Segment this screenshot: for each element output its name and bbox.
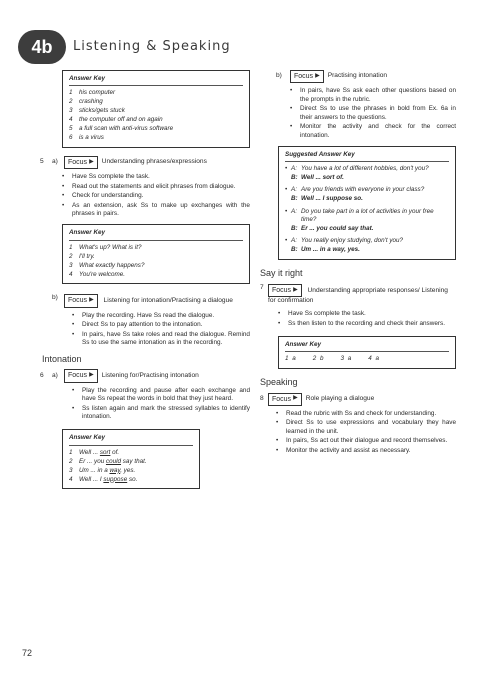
suggested-answer-title: Suggested Answer Key <box>285 151 449 162</box>
page-number: 72 <box>22 648 33 658</box>
instruction-item: • Direct Ss to pay attention to the intonation. <box>72 321 250 329</box>
left-column <box>40 70 250 493</box>
instruction-item: • Direct Ss to use the phrases in bold from Ex. 6a in their answers to the questions. <box>290 105 456 122</box>
answer-key-item: 2 Er ... you could say that. <box>69 457 147 465</box>
arrow-icon: ▶ <box>89 297 94 304</box>
answer-key-item: 6 is a virus <box>69 133 104 141</box>
section-heading-say-it-right: Say it right <box>260 268 303 279</box>
exercise-5a-instructions <box>62 173 250 218</box>
instruction-item: • Check for understanding. <box>62 192 250 200</box>
answer-key-title: Answer Key <box>69 229 243 240</box>
arrow-icon: ▶ <box>89 158 94 165</box>
focus-label: Focus ▶ <box>64 294 98 307</box>
answer-key-item: 1 his computer <box>69 89 116 97</box>
answer-key-box <box>62 224 250 284</box>
arrow-icon: ▶ <box>315 72 320 79</box>
suggested-answer-box <box>278 146 456 260</box>
answer-key-box <box>62 70 250 148</box>
exercise-5a-heading: 5 a) Focus ▶ Understanding phrases/expressions <box>40 156 250 169</box>
section-heading-intonation: Intonation <box>42 353 82 364</box>
instruction-item: • In pairs, Ss act out their dialogue and record themselves. <box>276 437 456 445</box>
dialogue-pair: • A: Are you friends with everyone in your class? B: Well ... I suppose so. <box>285 186 425 202</box>
answer-key-box <box>278 336 456 369</box>
focus-label: Focus ▶ <box>268 284 302 297</box>
instruction-item: • Monitor the activity and check for the correct intonation. <box>290 123 456 140</box>
unit-badge: 4b <box>18 30 66 64</box>
instruction-item: • Read the rubric with Ss and check for understanding. <box>276 410 456 418</box>
focus-label: Focus ▶ <box>290 70 324 83</box>
instruction-item: • Monitor the activity and assist as necessary. <box>276 447 456 455</box>
arrow-icon: ▶ <box>293 286 298 293</box>
instruction-item: • Direct Ss to use expressions and vocabulary they have learned in the unit. <box>276 419 456 436</box>
instruction-item: • In pairs, have Ss ask each other questions based on the prompts in the rubric. <box>290 87 456 104</box>
answer-key-item: 4 Well ... I suppose so. <box>69 475 138 483</box>
dialogue-pair: • A: Do you take part in a lot of activities in your free time? B: Er ... you could say that. <box>285 207 434 232</box>
focus-label: Focus ▶ <box>64 156 98 169</box>
exercise-6a-heading: 6 a) Focus ▶ Listening for/Practising intonation <box>40 369 250 382</box>
section-heading-speaking: Speaking <box>260 376 298 387</box>
instruction-item: • Play the recording. Have Ss read the dialogue. <box>72 312 250 320</box>
exercise-8-instructions <box>276 410 456 455</box>
answer-key-item: 3 Um ... in a way, yes. <box>69 466 136 474</box>
right-column <box>260 70 456 459</box>
arrow-icon: ▶ <box>293 395 298 402</box>
arrow-icon: ▶ <box>89 372 94 379</box>
answer-key-title: Answer Key <box>285 341 449 352</box>
instruction-item: • Read out the statements and elicit phrases from dialogue. <box>62 183 250 191</box>
answer-key-item: 3 What exactly happens? <box>69 261 145 269</box>
focus-label: Focus ▶ <box>64 369 98 382</box>
answer-key-item: 5 a full scan with anti-virus software <box>69 125 174 133</box>
exercise-6b-instructions <box>290 87 456 140</box>
answer-key-title: Answer Key <box>69 75 243 86</box>
instruction-item: • As an extension, ask Ss to make up exchanges with the phrases in pairs. <box>62 202 250 219</box>
answer-key-item: 4 You're welcome. <box>69 270 126 278</box>
answer-key-item: 1 What's up? What is it? <box>69 243 142 251</box>
focus-label: Focus ▶ <box>268 393 302 406</box>
exercise-6b-heading: b) Focus ▶ Practising intonation <box>260 70 456 83</box>
answer-key-item: 4 the computer off and on again <box>69 116 163 124</box>
answer-key-item: 3 sticks/gets stuck <box>69 107 125 115</box>
dialogue-pair: • A: You have a lot of different hobbies, don't you? B: Well ... sort of. <box>285 165 429 181</box>
unit-title: Listening & Speaking <box>73 39 231 54</box>
answer-key-item: 2 I'll try. <box>69 252 95 260</box>
dialogue-pair: • A: You really enjoy studying, don't you? B: Um ... in a way, yes. <box>285 237 404 253</box>
answer-key-item: 2 crashing <box>69 98 103 106</box>
exercise-7-heading: 7 Focus ▶ Understanding appropriate responses/ Listening for confirmation <box>260 284 448 305</box>
exercise-6a-instructions <box>72 387 250 422</box>
unit-header <box>18 30 478 66</box>
exercise-5b-instructions <box>72 312 250 348</box>
instruction-item: • Ss listen again and mark the stressed syllables to identify intonation. <box>72 405 250 422</box>
exercise-7-instructions <box>278 310 456 328</box>
instruction-item: • Ss then listen to the recording and check their answers. <box>278 320 456 328</box>
answer-key-item: 1 Well ... sort of. <box>69 448 120 456</box>
exercise-5b-heading: b) Focus ▶ Listening for intonation/Practising a dialogue <box>40 294 250 307</box>
instruction-item: • Play the recording and pause after each exchange and have Ss repeat the words in bold that they just heard. <box>72 387 250 404</box>
answer-key-box <box>62 429 200 489</box>
instruction-item: • Have Ss complete the task. <box>278 310 456 318</box>
instruction-item: • In pairs, have Ss take roles and read the dialogue. Remind Ss to use the same intonation as in the recording. <box>72 331 250 348</box>
answer-key-items: 1 a 2 b 3 a 4 a <box>285 355 381 363</box>
answer-key-title: Answer Key <box>69 434 193 445</box>
exercise-8-heading: 8 Focus ▶ Role playing a dialogue <box>260 393 456 406</box>
instruction-item: • Have Ss complete the task. <box>62 173 250 181</box>
